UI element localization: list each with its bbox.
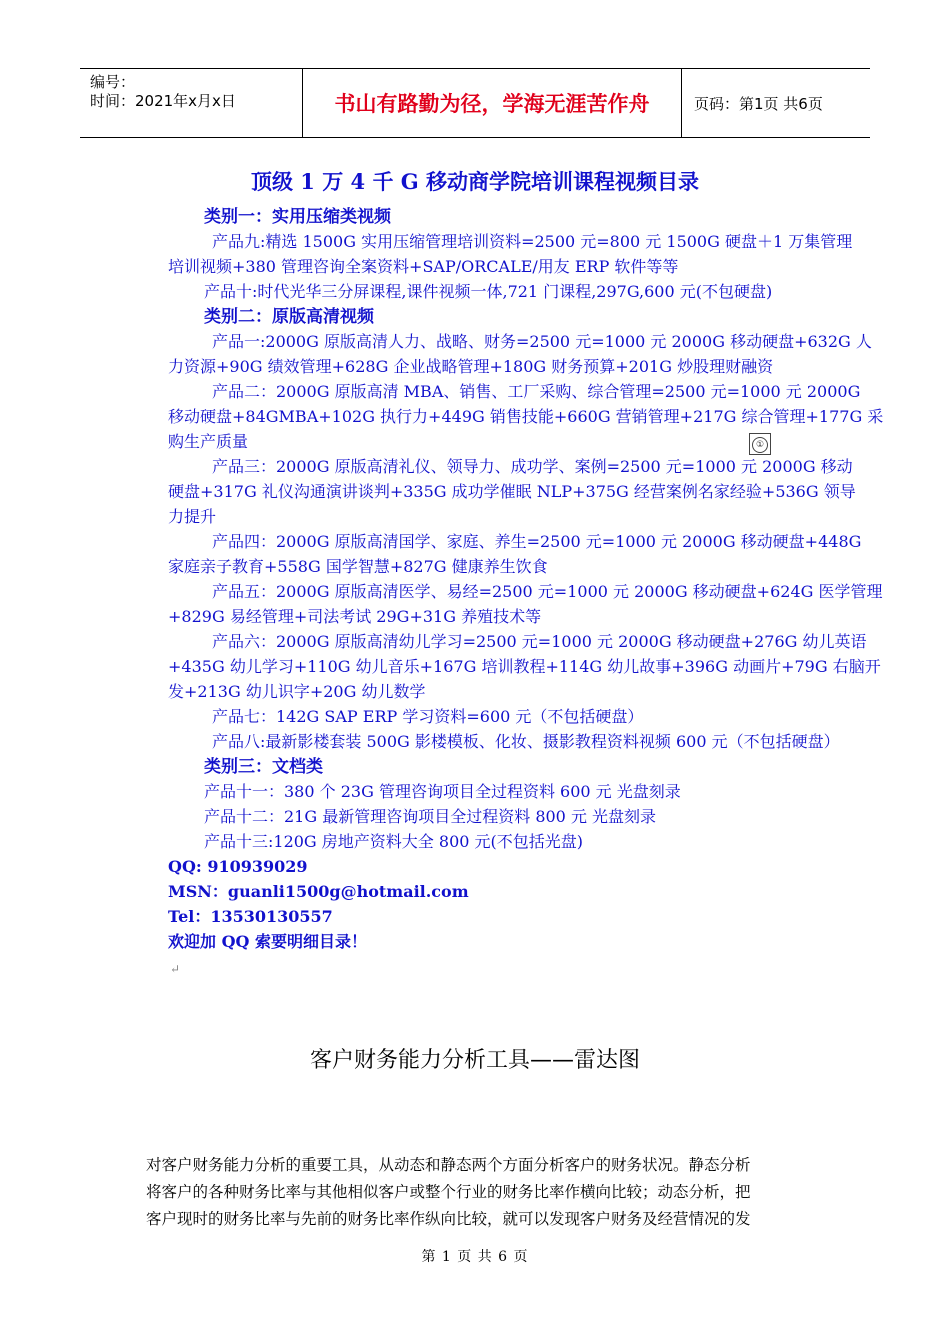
page-header <box>80 68 870 138</box>
catalog-line: +435G 幼儿学习+110G 幼儿音乐+167G 培训教程+114G 幼儿故事+396G 动画片+79G 右脑开 <box>168 657 881 676</box>
catalog-title: 顶级 1 万 4 千 G 移动商学院培训课程视频目录 <box>250 169 700 194</box>
paragraph-line: 对客户财务能力分析的重要工具，从动态和静态两个方面分析客户的财务状况。静态分析 <box>146 1156 751 1174</box>
catalog-line: 产品八:最新影楼套装 500G 影楼模板、化妆、摄影教程资料视频 600 元（不包括硬盘） <box>212 732 840 751</box>
paragraph-mark-icon: ↵ <box>170 962 181 976</box>
catalog-line: 培训视频+380 管理咨询全案资料+SAP/ORCALE/用友 ERP 软件等等 <box>168 257 679 276</box>
catalog-line: 产品十二：21G 最新管理咨询项目全过程资料 800 元 光盘刻录 <box>204 807 657 826</box>
header-motto: 书山有路勤为径，学海无涯苦作舟 <box>303 69 682 137</box>
header-meta <box>80 69 303 137</box>
paragraph-line: 客户现时的财务比率与先前的财务比率作纵向比较，就可以发现客户财务及经营情况的发 <box>146 1210 751 1228</box>
catalog-line: 购生产质量 <box>168 432 249 451</box>
catalog-line: 家庭亲子教育+558G 国学智慧+827G 健康养生饮食 <box>168 557 548 576</box>
comment-marker-icon: ① <box>749 433 771 455</box>
contact-invite: 欢迎加 QQ 索要明细目录！ <box>168 932 368 951</box>
header-page-info: 页码：第1页 共6页 <box>694 94 823 113</box>
catalog-line: 产品五：2000G 原版高清医学、易经=2500 元=1000 元 2000G 移动硬盘+624G 医学管理 <box>212 582 883 601</box>
catalog-line: 产品二：2000G 原版高清 MBA、销售、工厂采购、综合管理=2500 元=1000 元 2000G <box>212 382 861 401</box>
time-label: 时间：2021年x月x日 <box>90 92 236 110</box>
catalog-line: 力提升 <box>168 507 217 526</box>
section-title: 客户财务能力分析工具——雷达图 <box>309 1048 640 1073</box>
number-label: 编号： <box>90 73 136 91</box>
contact-tel: Tel：13530130557 <box>168 907 333 926</box>
catalog-line: 发+213G 幼儿识字+20G 幼儿数学 <box>168 682 426 701</box>
contact-qq: QQ: 910939029 <box>168 857 308 876</box>
contact-msn: MSN：guanli1500g@hotmail.com <box>168 882 469 901</box>
page-footer: 第 1 页 共 6 页 <box>421 1249 529 1265</box>
catalog-line: 移动硬盘+84GMBA+102G 执行力+449G 销售技能+660G 营销管理+217G 综合管理+177G 采 <box>168 407 884 426</box>
category-heading: 类别三：文档类 <box>204 757 323 777</box>
catalog-line: 产品七：142G SAP ERP 学习资料=600 元（不包括硬盘） <box>212 707 644 726</box>
paragraph-line: 将客户的各种财务比率与其他相似客户或整个行业的财务比率作横向比较；动态分析，把 <box>146 1183 751 1201</box>
catalog-line: 产品十一：380 个 23G 管理咨询项目全过程资料 600 元 光盘刻录 <box>204 782 681 801</box>
catalog-line: 产品六：2000G 原版高清幼儿学习=2500 元=1000 元 2000G 移动硬盘+276G 幼儿英语 <box>212 632 867 651</box>
section-paragraph <box>146 1152 806 1233</box>
catalog-line: 力资源+90G 绩效管理+628G 企业战略管理+180G 财务预算+201G 炒股理财融资 <box>168 357 774 376</box>
catalog-line: +829G 易经管理+司法考试 29G+31G 养殖技术等 <box>168 607 542 626</box>
catalog-line: 产品九:精选 1500G 实用压缩管理培训资料=2500 元=800 元 1500G 硬盘＋1 万集管理 <box>212 232 853 251</box>
catalog-line: 产品三：2000G 原版高清礼仪、领导力、成功学、案例=2500 元=1000 元 2000G 移动 <box>212 457 853 476</box>
category-heading: 类别二：原版高清视频 <box>204 307 374 327</box>
category-heading: 类别一：实用压缩类视频 <box>204 207 391 227</box>
catalog-line: 产品十:时代光华三分屏课程,课件视频一体,721 门课程,297G,600 元(不包硬盘) <box>204 282 773 301</box>
catalog-line: 产品十三:120G 房地产资料大全 800 元(不包括光盘) <box>204 832 583 851</box>
catalog-line: 硬盘+317G 礼仪沟通演讲谈判+335G 成功学催眠 NLP+375G 经营案例名家经验+536G 领导 <box>168 482 856 501</box>
catalog-line: 产品四：2000G 原版高清国学、家庭、养生=2500 元=1000 元 2000G 移动硬盘+448G <box>212 532 862 551</box>
catalog-line: 产品一:2000G 原版高清人力、战略、财务=2500 元=1000 元 2000G 移动硬盘+632G 人 <box>212 332 872 351</box>
